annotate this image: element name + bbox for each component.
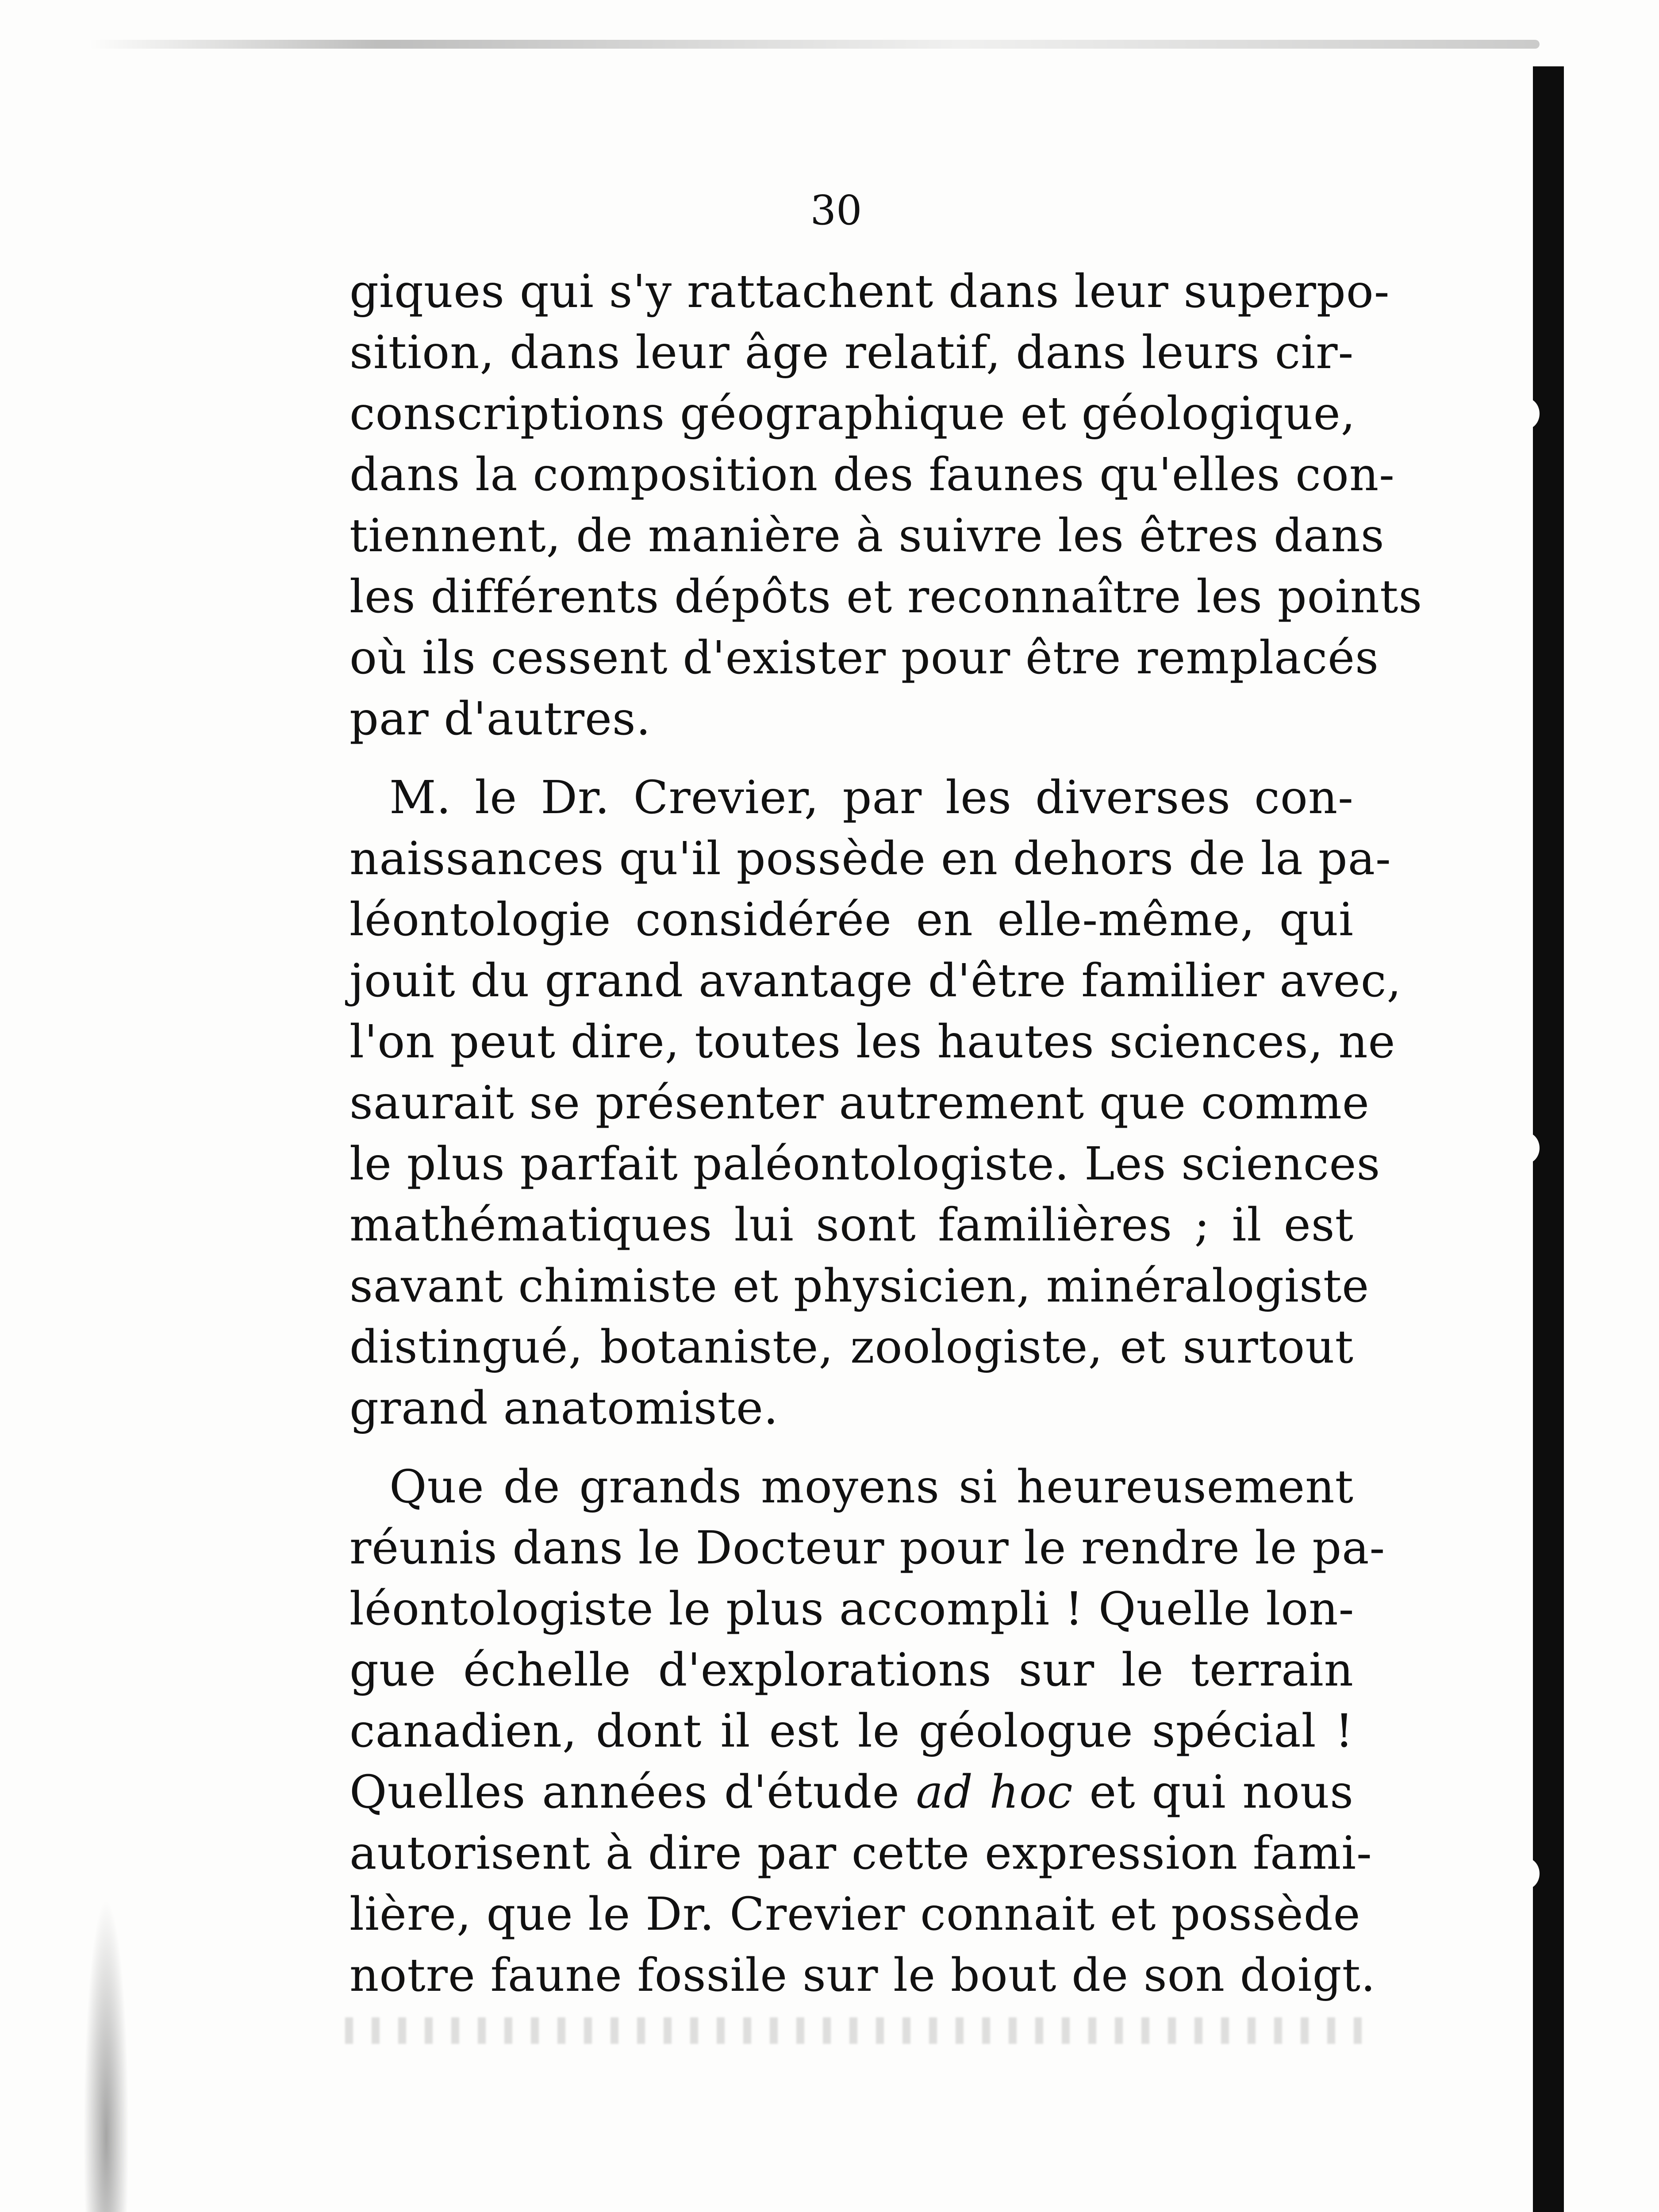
scan-notch xyxy=(1513,1133,1540,1164)
text-line: réunis dans le Docteur pour le rendre le pa- xyxy=(349,1521,1386,1575)
text-line: dans la composition des faunes qu'elles con- xyxy=(349,448,1395,501)
text-line: tiennent, de manière à suivre les êtres dans xyxy=(349,509,1385,562)
text-line: grand anatomiste. xyxy=(349,1382,779,1435)
text-line: gue échelle d'explorations sur le terrain xyxy=(349,1644,1354,1697)
text-line: léontologie considérée en elle-même, qui xyxy=(349,893,1354,946)
show-through-text xyxy=(345,2017,1363,2044)
text-line: par d'autres. xyxy=(349,692,651,745)
text-segment: Quelles années d'étude xyxy=(349,1766,916,1819)
text-line: autorisent à dire par cette expression fami- xyxy=(349,1827,1372,1880)
text-line: M. le Dr. Crevier, par les diverses con- xyxy=(389,771,1354,824)
text-line: léontologiste le plus accompli ! Quelle lon- xyxy=(349,1582,1355,1636)
text-line: giques qui s'y rattachent dans leur superpo- xyxy=(349,265,1390,318)
text-line: les différents dépôts et reconnaître les points xyxy=(349,570,1423,623)
text-line: jouit du grand avantage d'être familier avec, xyxy=(349,954,1402,1007)
text-line: naissances qu'il possède en dehors de la pa- xyxy=(349,832,1391,885)
text-line: où ils cessent d'exister pour être remplacés xyxy=(349,631,1379,684)
scan-top-edge xyxy=(88,40,1540,49)
page-number: 30 xyxy=(810,187,862,234)
text-line: sition, dans leur âge relatif, dans leurs cir- xyxy=(349,326,1354,379)
scan-right-border xyxy=(1533,66,1564,2212)
body-text xyxy=(349,261,1423,2006)
text-line: canadien, dont il est le géologue spécial ! xyxy=(349,1705,1354,1758)
scan-bottom-smudge xyxy=(88,2208,1531,2212)
text-line: savant chimiste et physicien, minéralogiste xyxy=(349,1260,1370,1313)
text-line: mathématiques lui sont familières ; il est xyxy=(349,1198,1354,1252)
scan-notch xyxy=(1513,1858,1540,1889)
text-line: distingué, botaniste, zoologiste, et surtout xyxy=(349,1321,1354,1374)
text-line: saurait se présenter autrement que comme xyxy=(349,1076,1370,1129)
text-line: conscriptions géographique et géologique, xyxy=(349,387,1356,440)
text-line: notre faune fossile sur le bout de son doigt. xyxy=(349,1949,1376,2002)
scan-left-smudge xyxy=(80,1858,133,2212)
text-line: l'on peut dire, toutes les hautes sciences, ne xyxy=(349,1015,1396,1068)
text-line-mixed xyxy=(349,1762,1354,1823)
scan-notch xyxy=(1513,398,1540,429)
text-line: Que de grands moyens si heureusement xyxy=(389,1460,1354,1513)
text-line: lière, que le Dr. Crevier connait et possède xyxy=(349,1888,1361,1941)
text-segment: et qui nous xyxy=(1073,1766,1354,1819)
text-line: le plus parfait paléontologiste. Les sciences xyxy=(349,1137,1381,1190)
italic-phrase: ad hoc xyxy=(916,1766,1073,1819)
